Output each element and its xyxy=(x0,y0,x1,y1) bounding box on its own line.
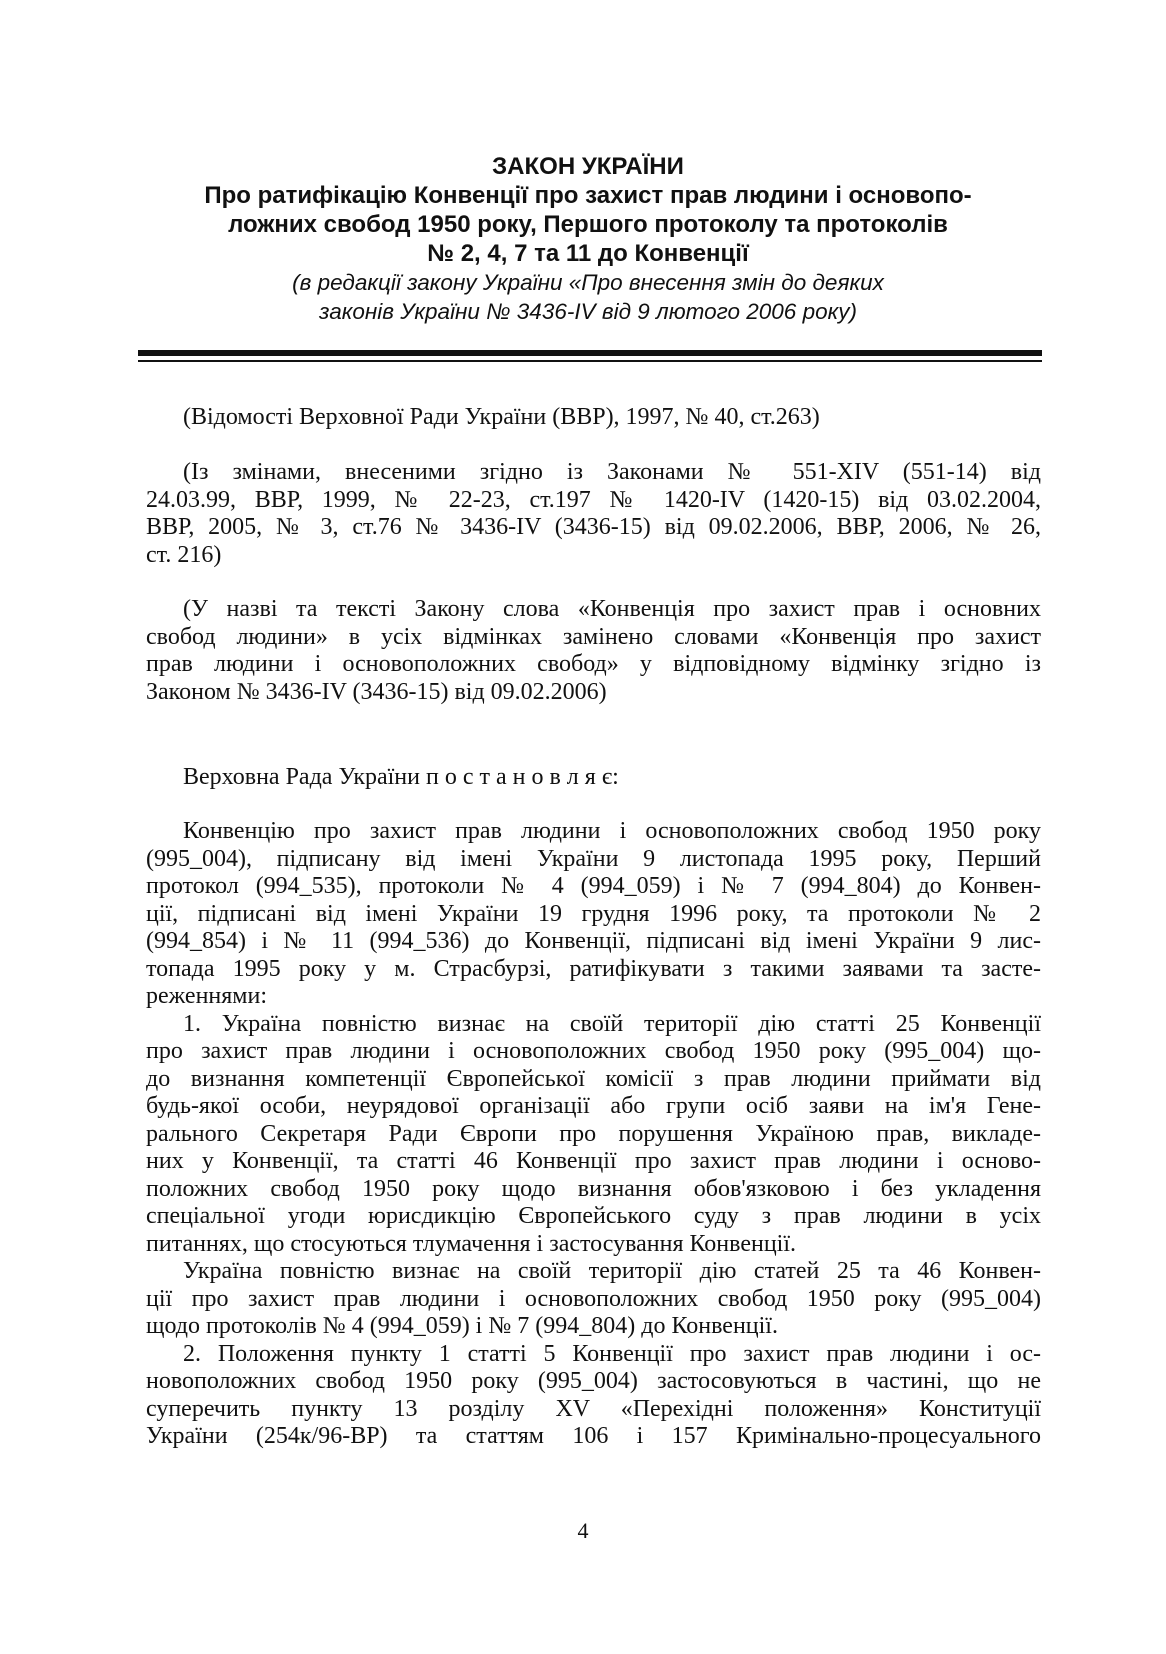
edition-note-line: (в редакції закону України «Про внесення змін до деяких xyxy=(292,270,884,295)
law-subtitle-line: ложних свобод 1950 року, Першого протоколу та протоколів xyxy=(228,211,948,238)
text-line: (Відомості Верховної Ради України (ВВР), 1997, № 40, ст.263) xyxy=(183,404,820,430)
text-line: 1. Україна повністю визнає на своїй території дію статті 25 Конвенції xyxy=(183,1010,1041,1037)
text-line: них у Конвенції, та статті 46 Конвенції про захист прав людини і осново- xyxy=(146,1148,1041,1174)
text-line: рального Секретаря Ради Європи про порушення Україною прав, викладе- xyxy=(146,1120,1041,1147)
title-change-paragraph xyxy=(146,596,1041,706)
text-line: спеціальної угоди юрисдикцію Європейського суду з прав людини в усіх xyxy=(146,1203,1041,1229)
edition-note-line: законів України № 3436-IV від 9 лютого 2006 року) xyxy=(319,299,857,324)
text-line: (У назві та тексті Закону слова «Конвенція про захист прав і основних xyxy=(183,596,1041,622)
text-line: 24.03.99, ВВР, 1999, № 22-23, ст.197 № 1420-IV (1420-15) від 03.02.2004, xyxy=(146,486,1041,513)
text-line: новоположних свобод 1950 року (995_004) застосовуються в частині, що не xyxy=(146,1368,1041,1394)
text-line: ст. 216) xyxy=(146,541,222,568)
amendments-paragraph xyxy=(146,459,1041,569)
text-line: 2. Положення пункту 1 статті 5 Конвенції про захист прав людини і ос- xyxy=(183,1340,1041,1367)
text-line: свобод людини» в усіх відмінках замінено словами «Конвенція про захист xyxy=(146,623,1041,650)
document-header xyxy=(138,152,1038,326)
text-line: реженнями: xyxy=(146,983,267,1009)
text-line: положних свобод 1950 року щодо визнання обов'язковою і без укладення xyxy=(146,1175,1041,1202)
text-line: про захист прав людини і основоположних свобод 1950 року (995_004) що- xyxy=(146,1038,1041,1064)
text-line: топада 1995 року у м. Страсбурзі, ратифікувати з такими заявами та засте- xyxy=(146,955,1041,982)
text-line: (994_854) і № 11 (994_536) до Конвенції, підписані від імені України 9 лис- xyxy=(146,928,1041,954)
resolution-intro xyxy=(146,764,1041,792)
text-line: ції, підписані від імені України 19 грудня 1996 року, та протоколи № 2 xyxy=(146,900,1041,927)
text-line: будь-якої особи, неурядової організації або групи осіб заяви на ім'я Гене- xyxy=(146,1093,1041,1119)
law-title: ЗАКОН УКРАЇНИ xyxy=(492,153,684,180)
text-line: ції про захист прав людини і основоположних свобод 1950 року (995_004) xyxy=(146,1285,1041,1312)
text-line: щодо протоколів № 4 (994_059) і № 7 (994_804) до Конвенції. xyxy=(146,1313,778,1339)
text-line: ВВР, 2005, № 3, ст.76 № 3436-IV (3436-15) від 09.02.2006, ВВР, 2006, № 26, xyxy=(146,514,1041,540)
text-line: (Із змінами, внесеними згідно із Законами № 551-XIV (551-14) від xyxy=(183,459,1041,485)
page-number: 4 xyxy=(577,1518,589,1543)
ratification-paragraph xyxy=(146,818,1041,1451)
header-rule-thin xyxy=(138,360,1042,362)
text-line: до визнання компетенції Європейської комісії з прав людини приймати від xyxy=(146,1065,1041,1092)
text-line: Конвенцію про захист прав людини і основоположних свобод 1950 року xyxy=(183,818,1041,844)
source-note xyxy=(146,404,1041,432)
text-line: суперечить пункту 13 розділу XV «Перехідні положення» Конституції xyxy=(146,1395,1041,1422)
text-line: Законом № 3436-IV (3436-15) від 09.02.2006) xyxy=(146,678,607,705)
text-line: Верховна Рада України п о с т а н о в л я є: xyxy=(183,764,619,790)
text-line: України (254к/96-ВР) та статтям 106 і 157 Кримінально-процесуального xyxy=(146,1423,1041,1449)
text-line: Україна повністю визнає на своїй території дію статей 25 та 46 Конвен- xyxy=(183,1258,1041,1284)
law-subtitle-line: Про ратифікацію Конвенції про захист прав людини і основопо- xyxy=(204,182,972,209)
text-line: (995_004), підписану від імені України 9 листопада 1995 року, Перший xyxy=(146,845,1041,872)
text-line: питаннях, що стосуються тлумачення і застосування Конвенції. xyxy=(146,1230,797,1257)
text-line: прав людини і основоположних свобод» у відповідному відмінку згідно із xyxy=(146,651,1041,677)
text-line: протокол (994_535), протоколи № 4 (994_059) і № 7 (994_804) до Конвен- xyxy=(146,873,1041,899)
law-subtitle-line: № 2, 4, 7 та 11 до Конвенції xyxy=(427,240,749,267)
header-rule-thick xyxy=(138,350,1042,356)
